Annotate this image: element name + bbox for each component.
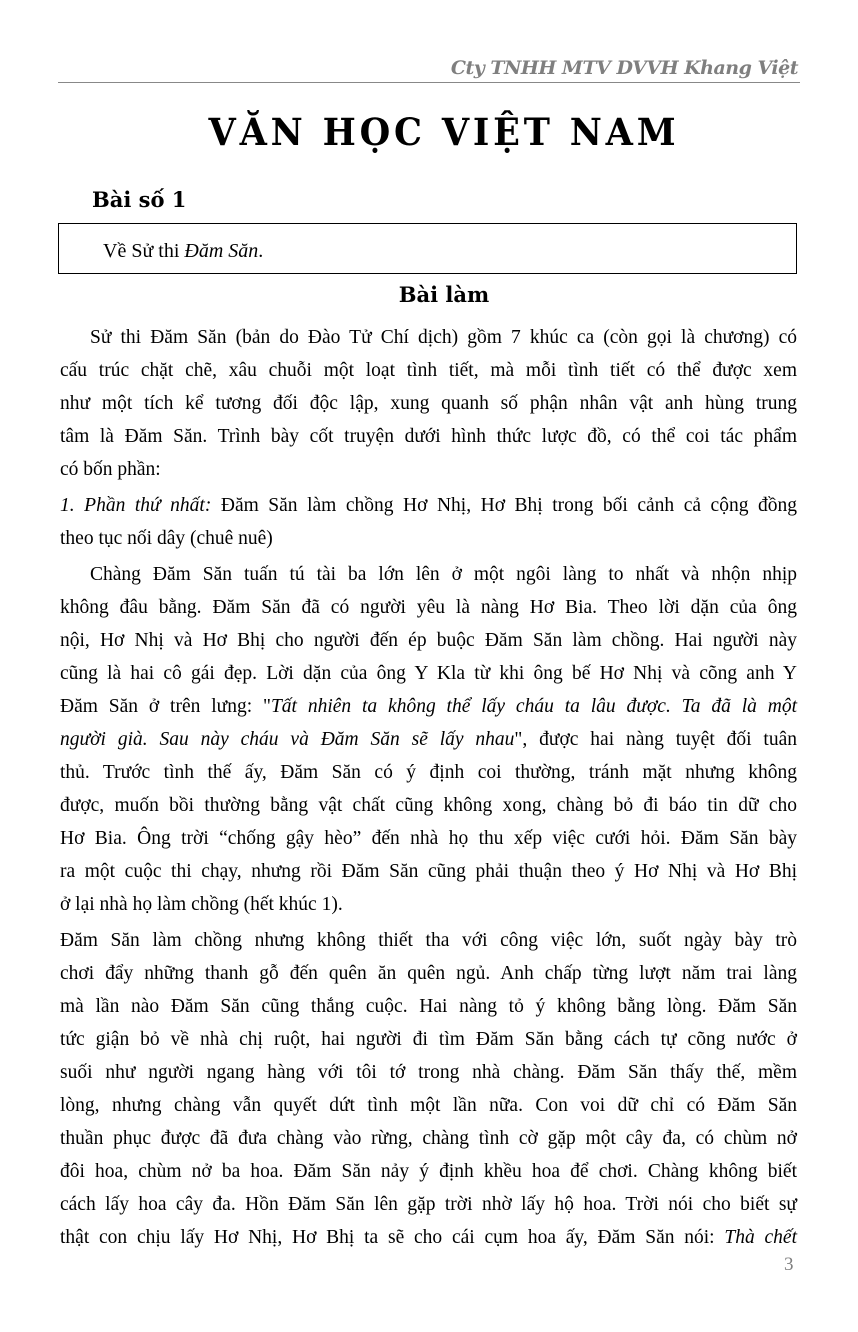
text-line (60, 522, 797, 555)
prompt-prefix: Về Sử thi (103, 240, 185, 262)
page-number: 3 (784, 1254, 794, 1275)
text-line (60, 453, 797, 486)
essay-body (60, 321, 797, 1257)
text-line (60, 924, 797, 957)
text-line (60, 957, 797, 990)
text-segment: Chàng Đăm Săn tuấn tú tài ba lớn lên ở một ngôi làng to nhất và nhộn nhịp (90, 564, 797, 585)
text-line (60, 387, 797, 420)
text-line (60, 756, 797, 789)
text-segment: tâm là Đăm Săn. Trình bày cốt truyện dưới hình thức lược đồ, có thể coi tác phẩm (60, 426, 797, 447)
text-segment: cách lấy hoa cây đa. Hồn Đăm Săn lên gặp trời nhờ lấy hộ hoa. Trời nói cho biết sự (60, 1194, 797, 1215)
text-segment: như một tích kể tương đối độc lập, xung quanh số phận nhân vật anh hùng trung (60, 393, 797, 414)
text-segment: lòng, nhưng chàng vẫn quyết dứt tình một lần nữa. Con voi dữ chỉ có Đăm Săn (60, 1095, 797, 1116)
text-segment: mà lần nào Đăm Săn cũng thắng cuộc. Hai nàng tỏ ý không bằng lòng. Đăm Săn (60, 996, 797, 1017)
text-segment: suối như người ngang hàng với tôi tớ trong nhà chàng. Đăm Săn thấy thế, mềm (60, 1062, 797, 1083)
text-line (60, 591, 797, 624)
text-segment: có bốn phần: (60, 459, 161, 480)
text-segment: thủ. Trước tình thế ấy, Đăm Săn có ý định coi thường, tránh mặt nhưng không (60, 762, 797, 783)
text-segment: thuần phục được đã đưa chàng vào rừng, chàng tình cờ gặp một cây đa, có chùm nở (60, 1128, 797, 1149)
text-line (60, 1122, 797, 1155)
text-line (60, 1056, 797, 1089)
text-line (60, 420, 797, 453)
paragraph (60, 558, 797, 921)
paragraph (60, 321, 797, 486)
text-segment: Sử thi Đăm Săn (bản do Đào Tử Chí dịch) gồm 7 khúc ca (còn gọi là chương) có (90, 327, 797, 348)
text-line (60, 624, 797, 657)
text-segment: được, muốn bồi thường bằng vật chất cũng không xong, chàng bỏ đi báo tin dữ cho (60, 795, 797, 816)
prompt-suffix: . (258, 240, 264, 262)
text-segment: theo tục nối dây (chuê nuê) (60, 528, 273, 549)
text-line (60, 1221, 797, 1254)
text-segment: ", được hai nàng tuyệt đối tuân (514, 729, 797, 750)
page-title: VĂN HỌC VIỆT NAM (208, 110, 680, 154)
text-line (60, 558, 797, 591)
text-line (60, 1155, 797, 1188)
text-line (60, 723, 797, 756)
prompt-text (103, 240, 263, 263)
text-line (60, 822, 797, 855)
text-line (60, 888, 797, 921)
prompt-italic: Đăm Săn (184, 240, 259, 262)
text-segment: ở lại nhà họ làm chồng (hết khúc 1). (60, 894, 343, 915)
text-line (60, 489, 797, 522)
text-segment: Hơ Bia. Ông trời “chống gậy hèo” đến nhà họ thu xếp việc cưới hỏi. Đăm Săn bày (60, 828, 797, 849)
text-line (60, 657, 797, 690)
text-segment: thật con chịu lấy Hơ Nhị, Hơ Bhị ta sẽ cho cái cụm hoa ấy, Đăm Săn nói: (60, 1227, 725, 1248)
text-line (60, 855, 797, 888)
italic-text: Tất nhiên ta không thể lấy cháu ta lâu được. Ta đã là một (270, 696, 797, 717)
text-segment: chơi đẩy những thanh gỗ đến quên ăn quên ngủ. Anh chấp từng lượt năm trai làng (60, 963, 797, 984)
text-segment: ra một cuộc thi chạy, nhưng rồi Đăm Săn cũng phải thuận theo ý Hơ Nhị và Hơ Bhị (60, 861, 797, 882)
paragraph (60, 489, 797, 555)
text-segment: đôi hoa, chùm nở ba hoa. Đăm Săn nảy ý định khều hoa để chơi. Chàng không biết (60, 1161, 797, 1182)
paragraph (60, 924, 797, 1254)
running-header-publisher: Cty TNHH MTV DVVH Khang Việt (450, 57, 798, 79)
text-segment: Đăm Săn làm chồng Hơ Nhị, Hơ Bhị trong bối cảnh cả cộng đồng (211, 495, 797, 516)
text-line (60, 690, 797, 723)
text-line (60, 789, 797, 822)
header-rule (58, 82, 800, 83)
text-segment: cấu trúc chặt chẽ, xâu chuỗi một loạt tình tiết, mà mỗi tình tiết có thể được xem (60, 360, 797, 381)
text-segment: không đâu bằng. Đăm Săn đã có người yêu là nàng Hơ Bia. Theo lời dặn của ông (60, 597, 797, 618)
text-segment: cũng là hai cô gái đẹp. Lời dặn của ông Y Kla từ khi ông bế Hơ Nhị và cõng anh Y (60, 663, 797, 684)
italic-text: Thà chết (724, 1227, 797, 1248)
text-line (60, 1023, 797, 1056)
text-segment: nội, Hơ Nhị và Hơ Bhị cho người đến ép buộc Đăm Săn làm chồng. Hai người này (60, 630, 797, 651)
text-line (60, 321, 797, 354)
text-line (60, 990, 797, 1023)
lesson-label: Bài số 1 (92, 187, 187, 212)
answer-heading: Bài làm (398, 282, 490, 307)
text-segment: Đăm Săn làm chồng nhưng không thiết tha với công việc lớn, suốt ngày bày trò (60, 930, 797, 951)
text-segment: tức giận bỏ về nhà chị ruột, hai người đi tìm Đăm Săn bằng cách tự cõng nước ở (60, 1029, 797, 1050)
italic-text: 1. Phần thứ nhất: (60, 495, 212, 516)
prompt-box (58, 223, 797, 274)
italic-text: người già. Sau này cháu và Đăm Săn sẽ lấy nhau (60, 729, 515, 750)
text-line (60, 354, 797, 387)
text-segment: Đăm Săn ở trên lưng: " (60, 696, 271, 717)
text-line (60, 1188, 797, 1221)
text-line (60, 1089, 797, 1122)
